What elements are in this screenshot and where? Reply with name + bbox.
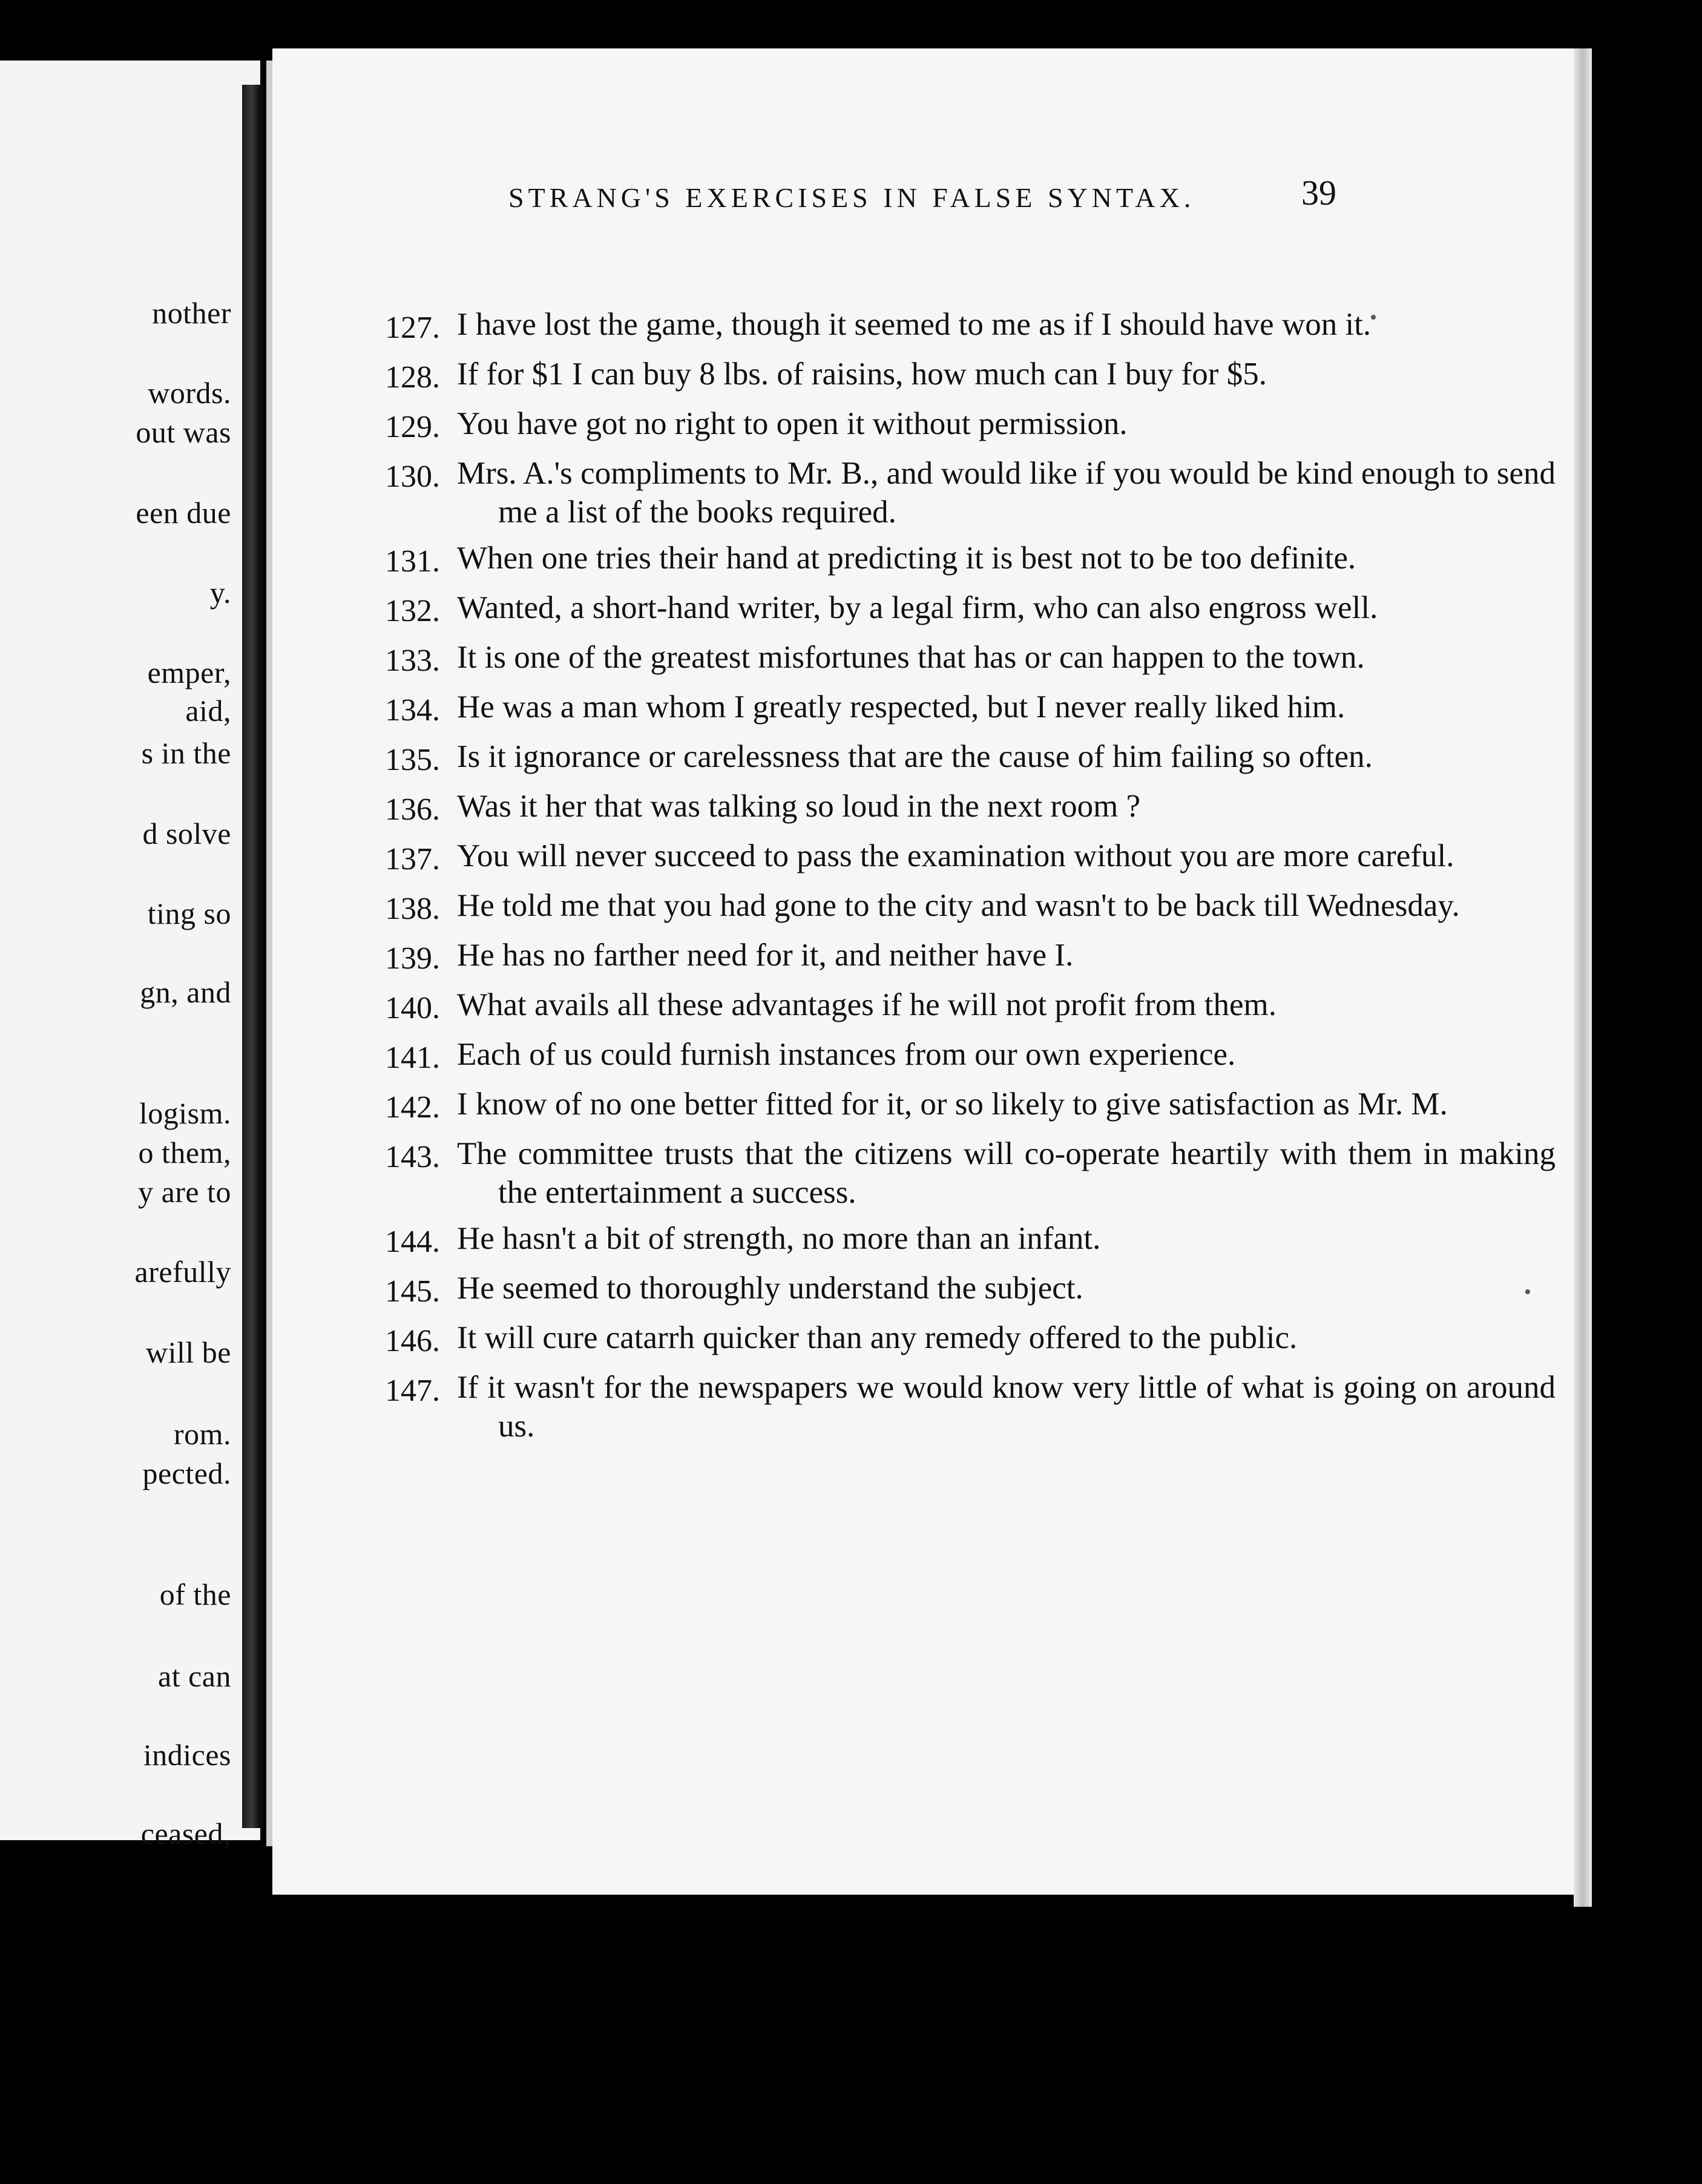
exercise-text: He seemed to thoroughly understand the subject. bbox=[457, 1271, 1083, 1306]
left-page-line: een due bbox=[136, 496, 231, 530]
exercise-number: 127. bbox=[385, 311, 440, 345]
exercise-number: 147. bbox=[385, 1373, 440, 1408]
exercise-item bbox=[345, 884, 1556, 929]
exercise-text: I have lost the game, though it seemed to me as if I should have won it. bbox=[457, 307, 1372, 342]
left-page-line: rom. bbox=[173, 1417, 231, 1451]
exercise-item bbox=[345, 1366, 1556, 1446]
exercise-item bbox=[345, 834, 1556, 879]
exercise-text: I know of no one better fitted for it, or so likely to give satisfaction as Mr. M. bbox=[457, 1087, 1448, 1122]
left-page-line: arefully bbox=[134, 1255, 231, 1289]
exercise-item bbox=[345, 402, 1556, 447]
left-page-line: s in the bbox=[141, 736, 231, 770]
exercise-item bbox=[345, 1033, 1556, 1077]
exercise-item bbox=[345, 933, 1556, 978]
exercise-text: The committee trusts that the citizens will co-operate heartily with them in making the entertainment a success. bbox=[457, 1136, 1556, 1210]
left-page-line: of the bbox=[159, 1577, 231, 1611]
exercise-text: Wanted, a short-hand writer, by a legal firm, who can also engross well. bbox=[457, 590, 1378, 625]
exercise-text: You will never succeed to pass the examination without you are more careful. bbox=[457, 838, 1454, 873]
exercise-number: 132. bbox=[385, 594, 440, 628]
left-page-line: ceased, bbox=[140, 1817, 231, 1850]
page-edge bbox=[1574, 48, 1592, 1907]
exercise-item bbox=[345, 452, 1556, 531]
left-page-line: indices bbox=[143, 1738, 231, 1772]
exercise-text: Each of us could furnish instances from our own experience. bbox=[457, 1037, 1236, 1072]
left-page-line: nother bbox=[152, 296, 231, 330]
exercise-number: 135. bbox=[385, 743, 440, 777]
book-gutter bbox=[242, 85, 266, 1828]
exercise-number: 146. bbox=[385, 1324, 440, 1358]
exercise-text: When one tries their hand at predicting it is best not to be too definite. bbox=[457, 541, 1356, 576]
exercise-number: 131. bbox=[385, 544, 440, 579]
paper-speck bbox=[1371, 315, 1376, 320]
exercise-item bbox=[345, 1132, 1556, 1212]
exercise-item bbox=[345, 983, 1556, 1028]
exercise-number: 139. bbox=[385, 941, 440, 976]
left-page-line: emper, bbox=[147, 656, 231, 689]
exercise-item bbox=[345, 1266, 1556, 1311]
exercise-item bbox=[345, 352, 1556, 397]
exercise-text: What avails all these advantages if he will not profit from them. bbox=[457, 987, 1277, 1022]
exercise-number: 137. bbox=[385, 842, 440, 877]
exercise-item bbox=[345, 685, 1556, 730]
exercise-number: 130. bbox=[385, 459, 440, 494]
exercise-number: 138. bbox=[385, 892, 440, 926]
page-number: 39 bbox=[1301, 173, 1336, 212]
exercise-item bbox=[345, 586, 1556, 631]
paper-speck bbox=[1525, 1289, 1530, 1294]
exercise-list bbox=[345, 303, 1556, 1450]
exercise-text: It will cure catarrh quicker than any remedy offered to the public. bbox=[457, 1320, 1298, 1355]
exercise-item bbox=[345, 1316, 1556, 1361]
exercise-text: Mrs. A.'s compliments to Mr. B., and would like if you would be kind enough to send me a list of the books required. bbox=[457, 456, 1556, 530]
exercise-text: You have got no right to open it without permission. bbox=[457, 406, 1128, 441]
left-page-line: y. bbox=[209, 576, 231, 610]
left-page-line: pected. bbox=[142, 1456, 231, 1490]
exercise-text: He hasn't a bit of strength, no more than an infant. bbox=[457, 1221, 1101, 1256]
exercise-number: 145. bbox=[385, 1274, 440, 1309]
exercise-item bbox=[345, 784, 1556, 829]
exercise-item bbox=[345, 735, 1556, 780]
exercise-text: It is one of the greatest misfortunes that has or can happen to the town. bbox=[457, 640, 1365, 675]
exercise-text: If it wasn't for the newspapers we would know very little of what is going on around us. bbox=[457, 1370, 1556, 1444]
exercise-number: 133. bbox=[385, 643, 440, 678]
left-page-line: y are to bbox=[138, 1175, 231, 1209]
left-page-line: words. bbox=[148, 376, 231, 410]
exercise-text: He has no farther need for it, and neither have I. bbox=[457, 938, 1074, 973]
exercise-item bbox=[345, 536, 1556, 581]
right-page bbox=[272, 48, 1574, 1895]
exercise-number: 140. bbox=[385, 991, 440, 1025]
left-page-line: at can bbox=[158, 1659, 231, 1693]
exercise-text: Was it her that was talking so loud in the next room ? bbox=[457, 789, 1141, 824]
exercise-number: 144. bbox=[385, 1225, 440, 1259]
exercise-text: He told me that you had gone to the city and wasn't to be back till Wednesday. bbox=[457, 888, 1460, 923]
left-page-line: o them, bbox=[138, 1136, 231, 1169]
exercise-item bbox=[345, 636, 1556, 680]
left-page-line: gn, and bbox=[140, 975, 231, 1009]
left-page-line: d solve bbox=[142, 817, 231, 850]
left-page-line: out was bbox=[136, 415, 231, 449]
exercise-number: 129. bbox=[385, 410, 440, 444]
exercise-number: 142. bbox=[385, 1090, 440, 1125]
left-page-fragment bbox=[0, 61, 260, 1850]
left-page-line: aid, bbox=[185, 694, 231, 728]
exercise-number: 143. bbox=[385, 1140, 440, 1174]
running-head: STRANG'S EXERCISES IN FALSE SYNTAX. bbox=[508, 182, 1195, 213]
left-page-line: logism. bbox=[139, 1096, 231, 1130]
exercise-item bbox=[345, 1217, 1556, 1261]
exercise-item bbox=[345, 303, 1556, 347]
left-page-line: ting so bbox=[147, 896, 231, 930]
exercise-item bbox=[345, 1082, 1556, 1127]
left-page-line: will be bbox=[146, 1335, 231, 1369]
exercise-number: 134. bbox=[385, 693, 440, 728]
exercise-text: Is it ignorance or carelessness that are the cause of him failing so often. bbox=[457, 739, 1373, 774]
exercise-number: 128. bbox=[385, 360, 440, 395]
exercise-number: 136. bbox=[385, 792, 440, 827]
exercise-text: He was a man whom I greatly respected, but I never really liked him. bbox=[457, 689, 1346, 725]
exercise-text: If for $1 I can buy 8 lbs. of raisins, how much can I buy for $5. bbox=[457, 357, 1267, 392]
exercise-number: 141. bbox=[385, 1041, 440, 1075]
